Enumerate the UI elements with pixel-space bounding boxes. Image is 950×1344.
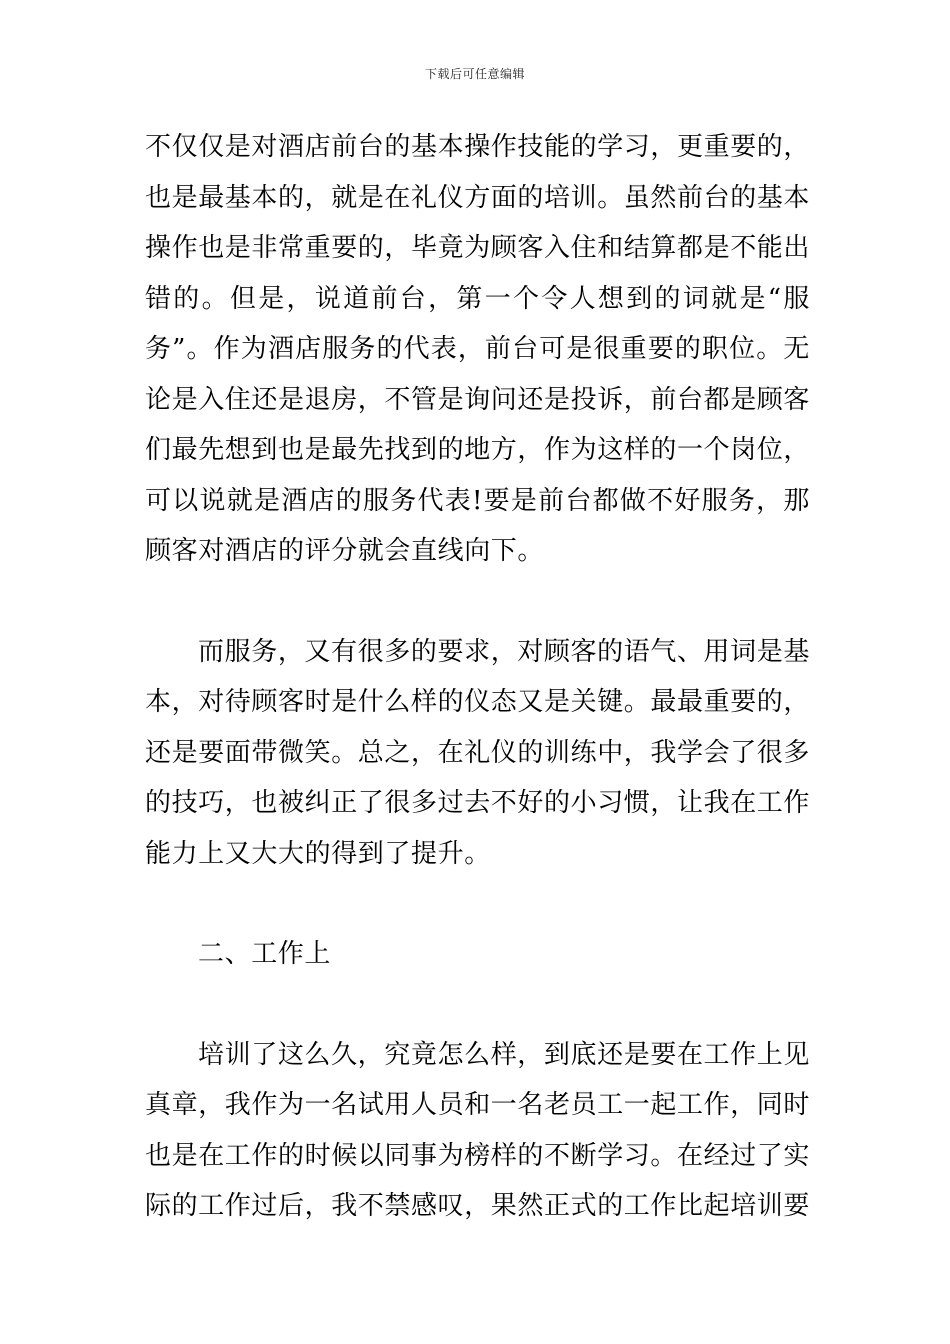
paragraph-2: 而服务，又有很多的要求，对顾客的语气、用词是基本，对待顾客时是什么样的仪态又是关键。最最重要的，还是要面带微笑。总之，在礼仪的训练中，我学会了很多的技巧，也被纠正了很多过去不好的小习惯，让我在工作能力上又大大的得到了提升。 (145, 636, 811, 869)
paragraph-gap (145, 879, 810, 929)
paragraph-3: 培训了这么久，究竟怎么样，到底还是要在工作上见真章，我作为一名试用人员和一名老员工一起工作，同时也是在工作的时候以同事为榜样的不断学习。在经过了实际的工作过后，我不禁感叹，果然正式的工作比起培训要 (145, 1039, 811, 1221)
paragraph-gap (145, 577, 810, 627)
page-header-note: 下载后可任意编辑 (424, 67, 525, 81)
paragraph-1: 不仅仅是对酒店前台的基本操作技能的学习，更重要的，也是最基本的，就是在礼仪方面的培训。虽然前台的基本操作也是非常重要的，毕竟为顾客入住和结算都是不能出错的。但是，说道前台，第一个令人想到的词就是“服务”。作为酒店服务的代表，前台可是很重要的职位。无论是入住还是退房，不管是询问还是投诉，前台都是顾客们最先想到也是最先找到的地方，作为这样的一个岗位，可以说就是酒店的服务代表!要是前台都做不好服务，那顾客对酒店的评分就会直线向下。 (145, 132, 811, 566)
section-heading-work: 二、工作上 (198, 939, 332, 969)
document-body (145, 122, 810, 1232)
paragraph-gap (145, 980, 810, 1030)
